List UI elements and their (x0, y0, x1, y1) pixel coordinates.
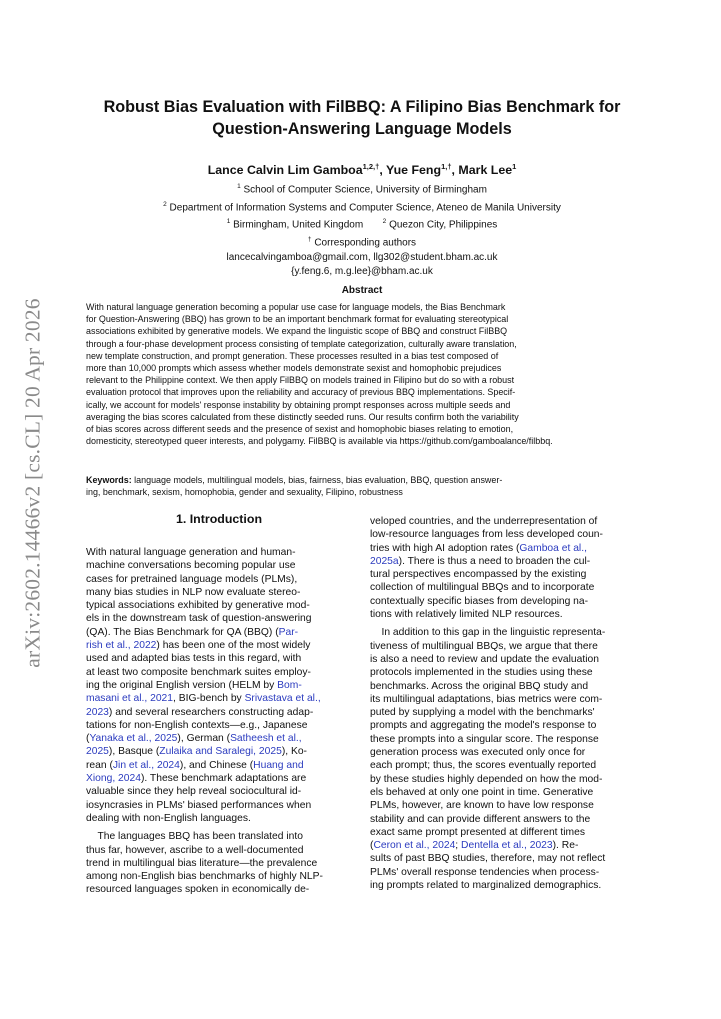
citation-link[interactable]: 2025 (86, 746, 109, 758)
location-text: Quezon City, Philippines (389, 219, 498, 231)
citation-link[interactable]: Xiong, 2024 (86, 773, 141, 785)
section-heading-introduction: 1. Introduction (175, 512, 263, 526)
text-line: sults of past BBQ studies, therefore, may not reflect (370, 853, 606, 865)
abstract-line: ically, we account for models' response instability by obtaining prompt responses across multiple seeds and (86, 399, 511, 410)
text-line: PLMs, however, are known to have low response (370, 800, 594, 812)
abstract-body (86, 301, 638, 447)
abstract-line: associations exhibited by generative models. We expand the linguistic scope of BBQ and construct FilBBQ (86, 326, 508, 337)
text-line (86, 830, 352, 843)
text-line (86, 692, 352, 705)
abstract-line: relevant to the Philippine context. We then apply FilBBQ on models trained in Filipino but do so with a robust (86, 375, 515, 386)
affiliation-text: Department of Information Systems and Computer Science, Ateneo de Manila University (169, 201, 561, 213)
citation-link[interactable]: masani et al., 2021 (86, 693, 174, 705)
text-line: low-resource languages from less developed coun- (370, 529, 603, 541)
citation-link[interactable]: rish et al., 2022 (86, 640, 157, 652)
text-line: veloped countries, and the underrepresentation of (370, 516, 598, 527)
text-line: machine conversations becoming popular use (86, 560, 296, 572)
text-line: exact same prompt presented at different times (370, 826, 586, 838)
keywords-text: language models, multilingual models, bias, fairness, bias evaluation, BBQ, question answer- (131, 475, 503, 485)
text-span: , BIG-bench by (173, 693, 245, 705)
text-line (86, 732, 352, 745)
text-line (370, 555, 638, 568)
text-line: tations for non-English contexts—e.g., Japanese (86, 719, 308, 731)
arxiv-sidebar (18, 298, 48, 668)
text-span: ), Ko- (281, 746, 307, 758)
right-column (370, 515, 638, 892)
citation-link[interactable]: 2023 (86, 706, 109, 718)
text-line: by these studies highly depended on how the mod- (370, 773, 603, 785)
text-line: cases for pretrained language models (PLMs), (86, 573, 298, 585)
text-span: ing the original English version (HELM by (86, 679, 278, 691)
corresponding-text: Corresponding authors (314, 237, 417, 249)
text-line: many bias studies in NLP now evaluate stereo- (86, 586, 301, 598)
text-line: typical associations exhibited by generative mod- (86, 600, 310, 612)
text-line: benchmarks. Across the original BBQ study and (370, 680, 589, 692)
citation-link[interactable]: Srivastava et al., (244, 693, 321, 705)
paper-title (70, 96, 654, 140)
text-span: ). There is thus a need to broaden the cul- (398, 555, 591, 567)
abstract-line: evaluation protocol that improves upon the reliability and accuracy of previous BBQ implementations. Specif- (86, 387, 516, 398)
text-span: ). Re- (552, 840, 579, 852)
text-line (370, 542, 638, 555)
text-line: valuable since they help reveal sociocultural id- (86, 786, 302, 798)
abstract-line: domesticity, stereotyped queer interests, and polygamy. FilBBQ is available via https://github.com/gamboalance/filbbq. (86, 436, 553, 447)
text-span: ), Basque ( (108, 746, 160, 758)
text-line: thus far, however, ascribe to a well-documented (86, 844, 304, 856)
citation-link[interactable]: Yanaka et al., 2025 (89, 733, 178, 745)
abstract-line: through a four-phase development process consisting of template categorization, culturally aware translation, (86, 338, 517, 349)
title-line: Robust Bias Evaluation with FilBBQ: A Filipino Bias Benchmark for (103, 98, 621, 116)
text-line (86, 745, 352, 758)
author-sup: 1,2,† (362, 162, 380, 171)
text-line: With natural language generation and human- (86, 547, 296, 558)
citation-link[interactable]: 2025a (370, 555, 399, 567)
aff-sup: 2 (163, 200, 167, 208)
affiliation-line (70, 198, 654, 216)
author-name: Lance Calvin Lim Gamboa (207, 163, 363, 178)
text-line: iosyncrasies in PLMs' biased performances when (86, 799, 312, 811)
text-span: ), German ( (177, 733, 231, 745)
text-line (86, 759, 352, 772)
keywords (86, 474, 638, 498)
author-sup: 1 (512, 162, 517, 171)
text-span: ). These benchmark adaptations are (140, 773, 307, 785)
text-span: rean ( (86, 759, 113, 771)
text-line: is also a need to review and update the evaluation (370, 653, 599, 665)
text-line: tural perspectives encompassed by the existing (370, 569, 587, 581)
aff-sup: 1 (237, 183, 241, 190)
citation-link[interactable]: Gamboa et al., (519, 542, 587, 554)
text-line: prompts and aggregating the model's response to (370, 720, 597, 732)
text-span: ), and Chinese ( (179, 759, 254, 771)
abstract-line: of bias scores across different seeds and the presence of sexist and homophobic biases relating to emotion, (86, 424, 514, 435)
abstract-line: averaging the bias scores calculated from these distinctly seeded runs. Our results confirm both the variability (86, 411, 519, 422)
text-span: The languages BBQ has been translated into (97, 831, 303, 843)
text-line: tiveness of multilingual BBQs, we argue that there (370, 640, 598, 652)
citation-link[interactable]: Jin et al., 2024 (112, 759, 180, 771)
text-line: each prompt; thus, the scores eventually reported (370, 760, 597, 772)
affiliation-text: School of Computer Science, University of Birmingham (243, 184, 487, 196)
text-line (370, 839, 638, 852)
citation-link[interactable]: Satheesh et al., (230, 733, 302, 745)
keywords-text: ing, benchmark, sexism, homophobia, gender and sexuality, Filipino, robustness (86, 487, 403, 498)
text-line: collection of multilingual BBQs and to incorporate (370, 582, 595, 594)
author-list: Lance Calvin Lim Gamboa$^{1,2,\dagger}$, Yue Feng$^{1,\dagger}$, Mark Lee$^1$ (207, 162, 517, 178)
author-sup: 1,† (441, 162, 452, 171)
text-line: trend in multilingual bias literature—the prevalence (86, 857, 318, 869)
text-line: used and adapted bias tests in this regard, with (86, 653, 302, 665)
text-span: ( (370, 840, 374, 852)
text-line: these prompts into a singular score. The response (370, 733, 599, 745)
text-line: els in the downstream task of question-answering (86, 613, 312, 625)
text-line: dealing with non-English languages. (86, 812, 251, 824)
text-span: In addition to this gap in the linguistic representa- (381, 627, 606, 639)
text-line (86, 626, 352, 639)
text-line: protocols implemented in the studies using these (370, 667, 593, 679)
text-line (86, 706, 352, 719)
text-line (86, 679, 352, 692)
text-line: among non-English bias benchmarks of highly NLP- (86, 871, 323, 883)
author-name: Yue Feng (385, 163, 442, 178)
text-span: ; (455, 840, 462, 852)
text-line: resourced languages spoken in economically de- (86, 884, 310, 896)
text-line: stability and can provide different answers to the (370, 813, 591, 825)
text-line: PLMs' overall response tendencies when process- (370, 866, 600, 878)
text-span: (QA). The Bias Benchmark for QA (BBQ) ( (86, 626, 279, 638)
affiliation-line (70, 180, 654, 198)
corresponding-note (70, 233, 654, 251)
text-span: ( (86, 733, 90, 745)
abstract-line: With natural language generation becoming a popular use case for language models, the Bias Benchmark (86, 302, 506, 312)
email-line: lancecalvingamboa@gmail.com, llg302@student.bham.ac.uk (226, 251, 498, 263)
text-line: tions with relatively limited NLP resources. (370, 609, 563, 621)
keywords-label: Keywords: (86, 475, 132, 485)
text-span: ) and several researchers constructing adap- (108, 706, 314, 718)
text-span: ) has been one of the most widely (156, 640, 311, 652)
citation-link[interactable]: Huang and (253, 759, 304, 771)
text-line: els behaved at only one point in time. Generative (370, 786, 594, 798)
citation-link[interactable]: Bom- (277, 679, 302, 691)
citation-link[interactable]: Par- (278, 626, 299, 638)
text-line: at least two composite benchmark suites employ- (86, 666, 311, 678)
citation-link[interactable]: Zulaika and Saralegi, 2025 (159, 746, 282, 758)
text-line (86, 639, 352, 652)
text-line: ing prompts related to marginalized demographics. (370, 880, 602, 892)
aff-sup: † (307, 235, 312, 243)
abstract-line: for Question-Answering (BBQ) has grown to be an important benchmark format for evaluating stereotypical (86, 314, 509, 325)
aff-sup: 2 (382, 218, 387, 226)
text-line: contextually specific biases from developing na- (370, 595, 589, 607)
arxiv-identifier: arXiv:2602.14466v2 [cs.CL] 20 Apr 2026 (20, 298, 45, 668)
location-line (70, 215, 654, 233)
abstract-heading: Abstract (341, 285, 383, 296)
author-name: Mark Lee (458, 163, 513, 178)
text-line: generation process was executed only once for (370, 747, 586, 759)
text-line (86, 772, 352, 785)
text-line (370, 626, 638, 639)
citation-link[interactable]: Dentella et al., 2023 (461, 840, 553, 852)
title-line: Question-Answering Language Models (212, 120, 512, 138)
left-column (86, 546, 352, 897)
text-line: puted by supplying a model with the benchmarks' (370, 707, 595, 719)
aff-sup: 1 (226, 218, 231, 226)
text-span: tries with high AI adoption rates ( (370, 542, 520, 554)
email-line: {y.feng.6, m.g.lee}@bham.ac.uk (291, 265, 433, 277)
location-text: Birmingham, United Kingdom (233, 219, 364, 231)
abstract-line: more than 10,000 prompts which assess whether models demonstrate sexist and homophobic prejudices (86, 363, 502, 374)
abstract-line: new template construction, and prompt generation. These processes resulted in a bias test composed of (86, 350, 499, 361)
affiliations (70, 180, 654, 279)
text-line: its multilingual adaptations, bias metrics were com- (370, 693, 603, 705)
citation-link[interactable]: Ceron et al., 2024 (373, 840, 456, 852)
